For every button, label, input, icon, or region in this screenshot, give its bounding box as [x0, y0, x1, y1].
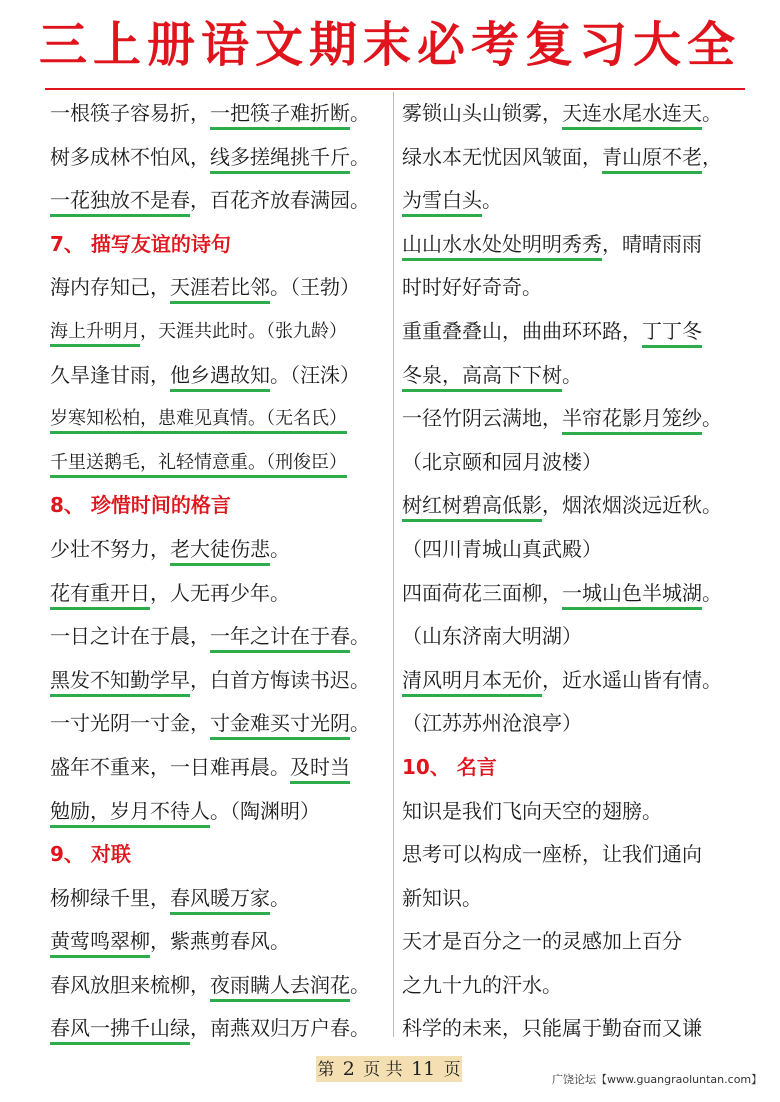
text-line — [402, 790, 742, 834]
underlined-phrase: 花有重开日 — [50, 581, 150, 610]
underlined-phrase: 春风暖万家 — [170, 886, 270, 915]
text-segment: 。 — [350, 101, 370, 125]
title-divider — [45, 88, 745, 90]
text-line — [402, 615, 742, 659]
text-segment: 一日之计在于晨， — [50, 624, 210, 649]
text-segment: 。 — [270, 885, 290, 910]
underlined-phrase: 黄莺鸣翠柳 — [50, 929, 150, 958]
underlined-phrase: 他乡遇故知 — [170, 363, 270, 392]
text-line — [402, 833, 742, 877]
left-column — [50, 92, 390, 1051]
text-segment: ，紫燕剪春风。 — [150, 929, 290, 954]
text-segment: 春风放胆来梳柳， — [50, 972, 210, 997]
text-segment: 知识是我们飞向天空的翅膀。 — [402, 798, 662, 823]
text-line — [50, 877, 390, 921]
section-heading: 8、 珍惜时间的格言 — [50, 493, 231, 518]
text-segment: 久旱逢甘雨， — [50, 362, 170, 387]
underlined-phrase: 清风明月本无价 — [402, 668, 542, 697]
text-line — [50, 441, 390, 485]
text-segment: 。 — [702, 101, 722, 125]
underlined-phrase: 山山水水处处明明秀秀 — [402, 232, 602, 261]
text-line — [402, 572, 742, 616]
text-line — [402, 877, 742, 921]
text-segment: 。（王勃） — [270, 275, 360, 300]
text-segment: ，白首方悔读书迟。 — [190, 667, 370, 692]
text-segment: 绿水本无忧因风皱面， — [402, 144, 602, 169]
underlined-phrase: 一年之计在于春 — [210, 624, 350, 653]
underlined-phrase: 青山原不老 — [602, 145, 702, 174]
underlined-phrase: 冬泉，高高下下树 — [402, 363, 562, 392]
text-segment: 一寸光阴一寸金， — [50, 711, 210, 736]
text-line — [50, 746, 390, 790]
underlined-phrase: 为雪白头 — [402, 188, 482, 217]
text-segment: 一径竹阴云满地， — [402, 406, 562, 431]
text-segment: （四川青城山真武殿） — [402, 536, 602, 561]
footer-suffix: 页 — [443, 1060, 461, 1080]
underlined-phrase: 天涯若比邻 — [170, 275, 270, 304]
text-segment: 重重叠叠山，曲曲环环路， — [402, 318, 642, 343]
text-line — [50, 572, 390, 616]
underlined-phrase: 及时当 — [290, 755, 350, 784]
text-segment: 盛年不重来，一日难再晨。 — [50, 754, 290, 779]
page-indicator — [316, 1056, 462, 1082]
underlined-phrase: 半帘花影月笼纱 — [562, 406, 702, 435]
text-segment: ，晴晴雨雨 — [602, 231, 702, 256]
text-segment: 。 — [270, 536, 290, 561]
text-segment: 。 — [350, 144, 370, 169]
underlined-phrase: 天连水尾水连天 — [562, 101, 702, 130]
underlined-phrase: 一城山色半城湖 — [562, 581, 702, 610]
text-line — [50, 397, 390, 441]
underlined-phrase: 千里送鹅毛，礼轻情意重。（刑俊臣） — [50, 452, 347, 478]
text-segment: 少壮不努力， — [50, 536, 170, 561]
text-segment: 雾锁山头山锁雾， — [402, 101, 562, 125]
text-segment: 。（汪洙） — [270, 362, 360, 387]
text-line — [402, 702, 742, 746]
text-line — [50, 92, 390, 136]
underlined-phrase: 丁丁冬 — [642, 319, 702, 348]
text-segment: （山东济南大明湖） — [402, 624, 582, 649]
column-divider — [393, 92, 394, 1037]
text-segment: 时时好好奇奇。 — [402, 275, 542, 300]
text-line — [50, 310, 390, 354]
text-line — [402, 964, 742, 1008]
text-segment: 天才是百分之一的灵感加上百分 — [402, 929, 682, 954]
text-segment: ，天涯共此时。（张九龄） — [140, 320, 347, 342]
text-line — [402, 397, 742, 441]
site-watermark: 广饶论坛【www.guangraoluntan.com】 — [552, 1073, 763, 1086]
text-segment: 。 — [350, 624, 370, 649]
text-line — [402, 92, 742, 136]
text-segment: 科学的未来，只能属于勤奋而又谦 — [402, 1016, 702, 1041]
footer-prefix: 第 — [317, 1060, 335, 1080]
text-segment: 海内存知己， — [50, 275, 170, 300]
text-line — [50, 179, 390, 223]
underlined-phrase: 寸金难买寸光阴 — [210, 711, 350, 740]
text-line — [50, 920, 390, 964]
text-line — [402, 354, 742, 398]
text-line — [50, 702, 390, 746]
page-title: 三上册语文期末必考复习大全 — [38, 17, 741, 73]
text-segment: ，人无再少年。 — [150, 580, 290, 605]
underlined-phrase: 黑发不知勤学早 — [50, 668, 190, 697]
underlined-phrase: 树红树碧高低影 — [402, 493, 542, 522]
text-line — [402, 223, 742, 267]
underlined-phrase: 岁寒知松柏，患难见真情。（无名氏） — [50, 408, 347, 434]
text-segment: 一根筷子容易折， — [50, 101, 210, 125]
text-segment: ，南燕双归万户春。 — [190, 1016, 370, 1041]
underlined-phrase: 海上升明月 — [50, 321, 140, 347]
text-line — [402, 179, 742, 223]
text-segment: ，烟浓烟淡远近秋。 — [542, 493, 722, 518]
text-segment: ，近水遥山皆有情。 — [542, 667, 722, 692]
text-segment: 。（陶渊明） — [210, 798, 320, 823]
underlined-phrase: 一花独放不是春 — [50, 188, 190, 217]
text-line — [50, 790, 390, 834]
text-line — [50, 136, 390, 180]
text-segment: 。 — [562, 362, 582, 387]
text-segment: ，百花齐放春满园。 — [190, 188, 370, 213]
underlined-phrase: 一把筷子难折断 — [210, 101, 350, 130]
section-heading: 10、 名言 — [402, 754, 497, 779]
text-line — [50, 354, 390, 398]
text-segment: 新知识。 — [402, 885, 482, 910]
text-segment: 。 — [702, 580, 722, 605]
text-segment: 四面荷花三面柳， — [402, 580, 562, 605]
footer-middle: 页 共 — [363, 1060, 403, 1080]
text-line — [402, 659, 742, 703]
text-segment: ， — [702, 144, 722, 169]
underlined-phrase: 线多搓绳挑千斤 — [210, 145, 350, 174]
text-line — [402, 920, 742, 964]
text-line — [50, 266, 390, 310]
text-line — [50, 964, 390, 1008]
underlined-phrase: 春风一拂千山绿 — [50, 1016, 190, 1045]
text-line — [402, 310, 742, 354]
text-line — [402, 266, 742, 310]
text-segment: （北京颐和园月波楼） — [402, 449, 602, 474]
text-segment: 。 — [482, 188, 502, 213]
section-heading: 7、 描写友谊的诗句 — [50, 231, 231, 256]
text-line — [50, 615, 390, 659]
text-segment: 。 — [350, 711, 370, 736]
underlined-phrase: 勉励，岁月不待人 — [50, 799, 210, 828]
text-segment: 。 — [350, 972, 370, 997]
text-line — [402, 441, 742, 485]
text-segment: 。 — [702, 406, 722, 431]
text-line — [402, 136, 742, 180]
text-line — [402, 1007, 742, 1051]
text-line — [50, 1007, 390, 1051]
text-segment: 之九十九的汗水。 — [402, 972, 562, 997]
text-line — [50, 659, 390, 703]
current-page: 2 — [342, 1058, 355, 1080]
text-segment: 树多成林不怕风， — [50, 144, 210, 169]
text-segment: （江苏苏州沧浪亭） — [402, 711, 582, 736]
text-line — [402, 484, 742, 528]
text-line — [50, 528, 390, 572]
right-column — [402, 92, 742, 1051]
section-heading: 9、 对联 — [50, 842, 131, 867]
text-segment: 杨柳绿千里， — [50, 885, 170, 910]
total-pages: 11 — [411, 1058, 436, 1080]
underlined-phrase: 夜雨瞒人去润花 — [210, 973, 350, 1002]
text-segment: 思考可以构成一座桥，让我们通向 — [402, 842, 702, 867]
text-line — [402, 528, 742, 572]
underlined-phrase: 老大徒伤悲 — [170, 537, 270, 566]
